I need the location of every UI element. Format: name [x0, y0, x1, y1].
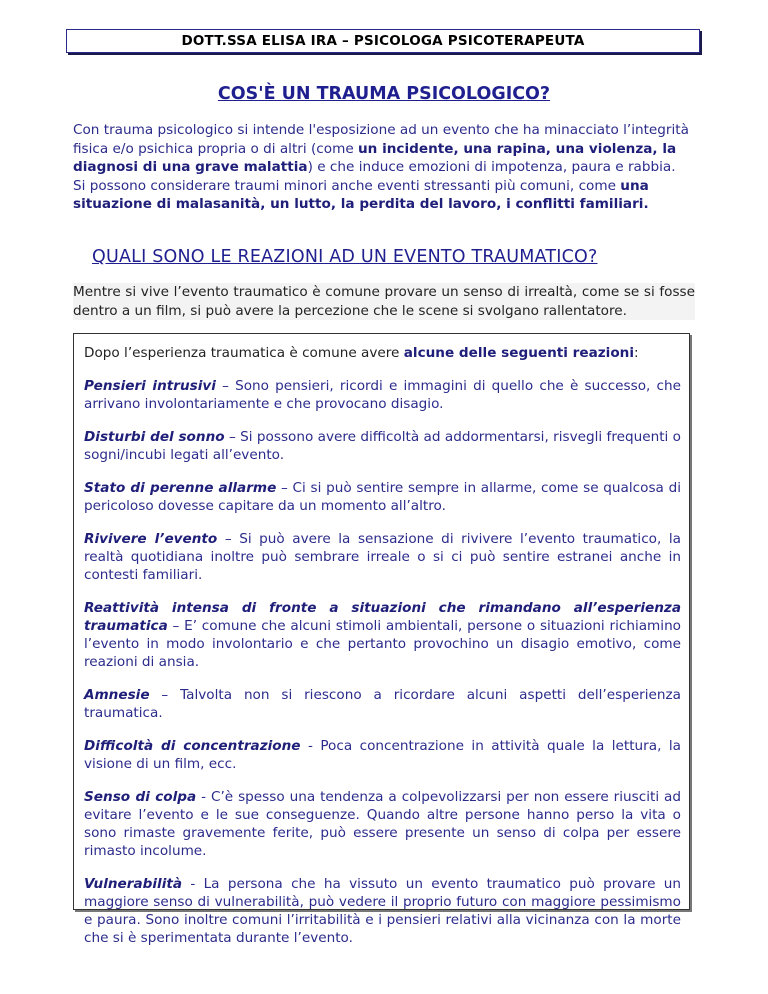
- reaction-item: [84, 428, 681, 464]
- minor-trauma-examples: una situazione di malasanità, un lutto, la perdita del lavoro, i conflitti familiari.: [73, 177, 649, 212]
- reaction-description: – E’ comune che alcuni stimoli ambientali, persone o situazioni richiamino l’evento in modo involontario e che pertanto provochino un disagio emotivo, come reazioni di ansia.: [84, 618, 681, 670]
- definition-text-end: ) e che induce emozioni di impotenza, paura e rabbia.: [307, 159, 676, 175]
- document-header: [66, 29, 700, 53]
- reaction-item: [84, 788, 681, 860]
- reaction-description: – Ci si può sentire sempre in allarme, come se qualcosa di pericoloso dovesse capitare da un momento all’altro.: [84, 480, 681, 514]
- section-title-trauma: COS'È UN TRAUMA PSICOLOGICO?: [217, 84, 551, 104]
- definition-text: Con trauma psicologico si intende l'esposizione ad un evento che ha minacciato l’integrità fisica e/o psichica propria o di altri (come: [73, 122, 689, 157]
- reaction-term: Stato di perenne allarme: [84, 480, 277, 496]
- reaction-item: [84, 377, 681, 413]
- header-title: DOTT.SSA ELISA IRA – PSICOLOGA PSICOTERAPEUTA: [181, 33, 585, 49]
- definition-examples: un incidente, una rapina, una violenza, la diagnosi di una grave malattia: [73, 140, 677, 175]
- lead-text: Dopo l’esperienza traumatica è comune avere: [84, 345, 404, 361]
- reaction-term: Amnesie: [84, 687, 150, 703]
- reactions-intro: Mentre si vive l’evento traumatico è comune provare un senso di irrealtà, come se si fosse dentro a un film, si può avere la percezione che le scene si svolgano rallentatore.: [73, 284, 695, 319]
- minor-trauma-paragraph: [73, 177, 698, 214]
- reaction-description: – Si può avere la sensazione di rivivere l’evento traumatico, la realtà quotidiana inoltre può sembrare irreale o si ci può sentire estranei anche in contesti familiari.: [84, 531, 681, 583]
- reaction-term: Disturbi del sonno: [84, 429, 225, 445]
- reaction-term: Reattività intensa di fronte a situazioni che rimandano all’esperienza traumatica: [84, 600, 681, 634]
- reaction-item: [84, 737, 681, 773]
- reaction-item: [84, 875, 681, 947]
- reaction-description: – Talvolta non si riescono a ricordare alcuni aspetti dell’esperienza traumatica.: [84, 687, 681, 721]
- definition-paragraph: [73, 121, 698, 177]
- reaction-description: - C’è spesso una tendenza a colpevolizzarsi per non essere riusciti ad evitare l’evento e le sue conseguenze. Quando altre persone hanno perso la vita o sono rimaste gravemente ferite, può essere presente un senso di colpa per essere rimasto incolume.: [84, 789, 682, 859]
- reaction-item: [84, 686, 681, 722]
- reaction-item: [84, 530, 681, 584]
- lead-colon: :: [634, 345, 639, 361]
- trauma-definition: [73, 121, 698, 214]
- reaction-description: - Poca concentrazione in attività quale la lettura, la visione di un film, ecc.: [84, 738, 681, 772]
- section-title-reactions: QUALI SONO LE REAZIONI AD UN EVENTO TRAUMATICO?: [92, 247, 598, 267]
- reaction-item: [84, 599, 681, 671]
- reaction-term: Pensieri intrusivi: [84, 378, 216, 394]
- minor-trauma-text: Si possono considerare traumi minori anche eventi stressanti più comuni, come: [73, 177, 621, 194]
- reactions-panel: [73, 333, 690, 946]
- reaction-item: [84, 479, 681, 515]
- reaction-description: - La persona che ha vissuto un evento traumatico può provare un maggiore senso di vulnerabilità, può vedere il proprio futuro con maggiore pessimismo e paura. Sono inoltre comuni l’irritabilità e i pensieri relativi alla vicinanza con la morte che si è sperimentata durante l’evento.: [84, 876, 681, 946]
- reaction-term: Rivivere l’evento: [84, 531, 218, 547]
- reaction-term: Senso di colpa: [84, 789, 197, 805]
- reaction-description: – Si possono avere difficoltà ad addormentarsi, risvegli frequenti o sogni/incubi legati all’evento.: [84, 429, 681, 463]
- reaction-description: – Sono pensieri, ricordi e immagini di quello che è successo, che arrivano involontariamente e che provocano disagio.: [84, 378, 681, 412]
- reactions-lead: [84, 344, 681, 362]
- lead-emphasis: alcune delle seguenti reazioni: [403, 345, 635, 361]
- reaction-term: Vulnerabilità: [84, 876, 183, 892]
- reaction-term: Difficoltà di concentrazione: [84, 738, 301, 754]
